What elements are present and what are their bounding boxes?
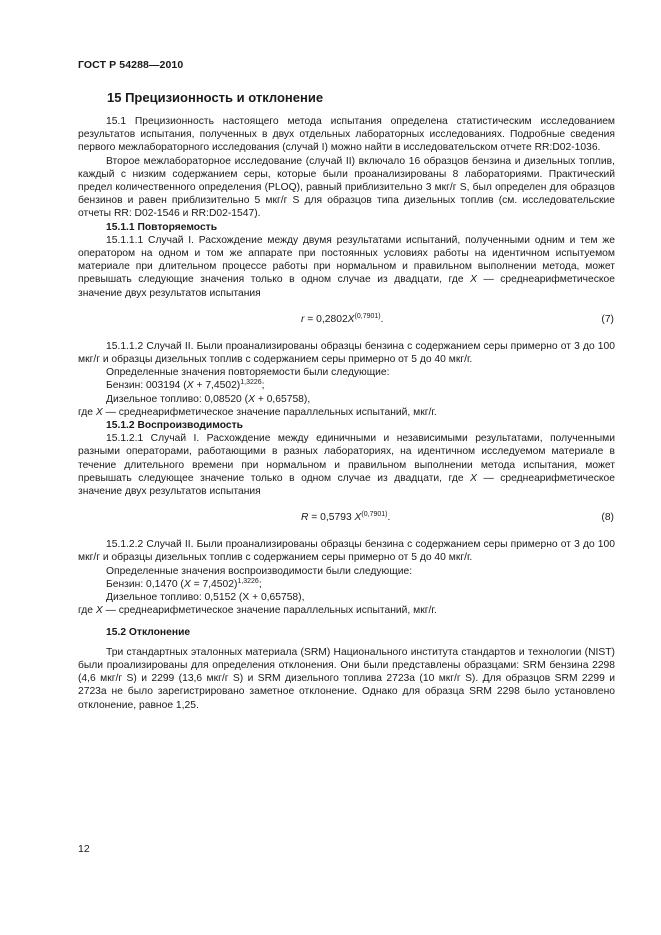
reproducibility-where: где X — среднеарифметическое значение параллельных испытаний, мкг/г. <box>78 605 437 617</box>
repeatability-where: где X — среднеарифметическое значение параллельных испытаний, мкг/г. <box>78 406 437 418</box>
paragraph-15-1-1-1: 15.1.1.1 Случай I. Расхождение между двумя результатами испытаний, полученными одним и тем же оператором на одном и том же аппарате при постоянных условиях работы на идентичном испытуемом материале при длительном процессе работы при нормальном и правильном выполнении метода, может превышать следующие значения только в одном случае из двадцати, где X — среднеарифметическое значение двух результатов испытания <box>78 234 615 299</box>
paragraph-case-2-intro: Второе межлабораторное исследование (случай II) включало 16 образцов бензина и дизельных топлив, каждый с низким содержанием серы, которые были проанализированы 8 лабораториями. Практический предел количественного определения (PLOQ), равный приблизительно 3 мкг/г S, был определен для образцов бензинов и равен приблизительно 5 мкг/г S для образцов типа дизельных топлив (см. исследовательские отчеты RR: D02-1546 и RR:D02-1547). <box>78 155 615 220</box>
formula-repeatability <box>78 313 615 328</box>
paragraph-15-1: 15.1 Прецизионность настоящего метода испытания определена статистическим исследованием результатов испытания, полученных в двух отдельных лабораторных исследованиях. Подробные сведения первого межлабораторного исследования (случай I) можно найти в исследовательском отчете RR:D02-1036. <box>78 116 615 154</box>
paragraph-15-1-1-2: 15.1.1.2 Случай II. Были проанализированы образцы бензина с содержанием серы примерно от 3 до 100 мкг/г и образцы дизельных топлив с содержанием серы примерно от 5 до 40 мкг/г. <box>78 340 615 366</box>
page-number: 12 <box>78 843 90 855</box>
repeatability-diesel: Дизельное топливо: 0,08520 (X + 0,65758), <box>106 393 311 405</box>
section-title: 15 Прецизионность и отклонение <box>107 90 324 105</box>
repeatability-values-intro: Определенные значения повторяемости были следующие: <box>106 367 390 379</box>
paragraph-15-1-2-2: 15.1.2.2 Случай II. Были проанализированы образцы бензина с содержанием серы примерно от 3 до 100 мкг/г и образцы дизельных топлив с содержанием серы примерно от 5 до 40 мкг/г. <box>78 539 615 564</box>
formula-expression: $r = 0,2802X^{(0,7901)}$. <box>301 312 384 325</box>
reproducibility-diesel: Дизельное топливо: 0,5152 (X + 0,65758), <box>106 592 305 604</box>
heading-deviation: 15.2 Отклонение <box>106 626 191 638</box>
repeatability-gasoline: Бензин: 003194 $(X + 7,4502)^{1,3226}$; <box>106 379 265 392</box>
formula-number: (8) <box>601 512 614 524</box>
reproducibility-gasoline: Бензин: 0,1470 (X = 7,4502)$^{1,3226}$; <box>106 577 262 590</box>
paragraph-15-2: Три стандартных эталонных материала (SRM) Национального института стандартов и технологии (NIST) были проализированы для определения отклонения. Они были представлены образцами: SRM бензина 2298 (4,6 мкг/г S) и 2299 (13,6 мкг/г S) и SRM дизельного топлива 2723а (10 мкг/г S). Для образцов SRM 2299 и 2723а не было зарегистрировано заметное отклонение. Однако для образца SRM 2298 было установлено отклонение, равное 1,25. <box>78 646 615 711</box>
standard-header: ГОСТ Р 54288—2010 <box>78 59 184 71</box>
formula-reproducibility <box>78 511 615 526</box>
formula-expression: R = 0,5793 $X^{(0,7901)}$. <box>301 511 391 524</box>
document-body <box>78 90 615 712</box>
heading-reproducibility: 15.1.2 Воспроизводимость <box>106 420 244 432</box>
paragraph-15-1-2-1: 15.1.2.1 Случай I. Расхождение между единичными и независимыми результатами, полученными разными операторами, работающими в разных лабораториях, на идентичном исследуемом материале в течение длительного времени при нормальном и правильном выполнении метода испытания, может превышать следующее значение только в одном случае из двадцати, где X — среднеарифметическое значение двух результатов испытания <box>78 433 615 498</box>
reproducibility-values-intro: Определенные значения воспроизводимости были следующие: <box>106 565 413 577</box>
formula-number: (7) <box>601 313 614 325</box>
heading-repeatability: 15.1.1 Повторяемость <box>106 221 218 233</box>
